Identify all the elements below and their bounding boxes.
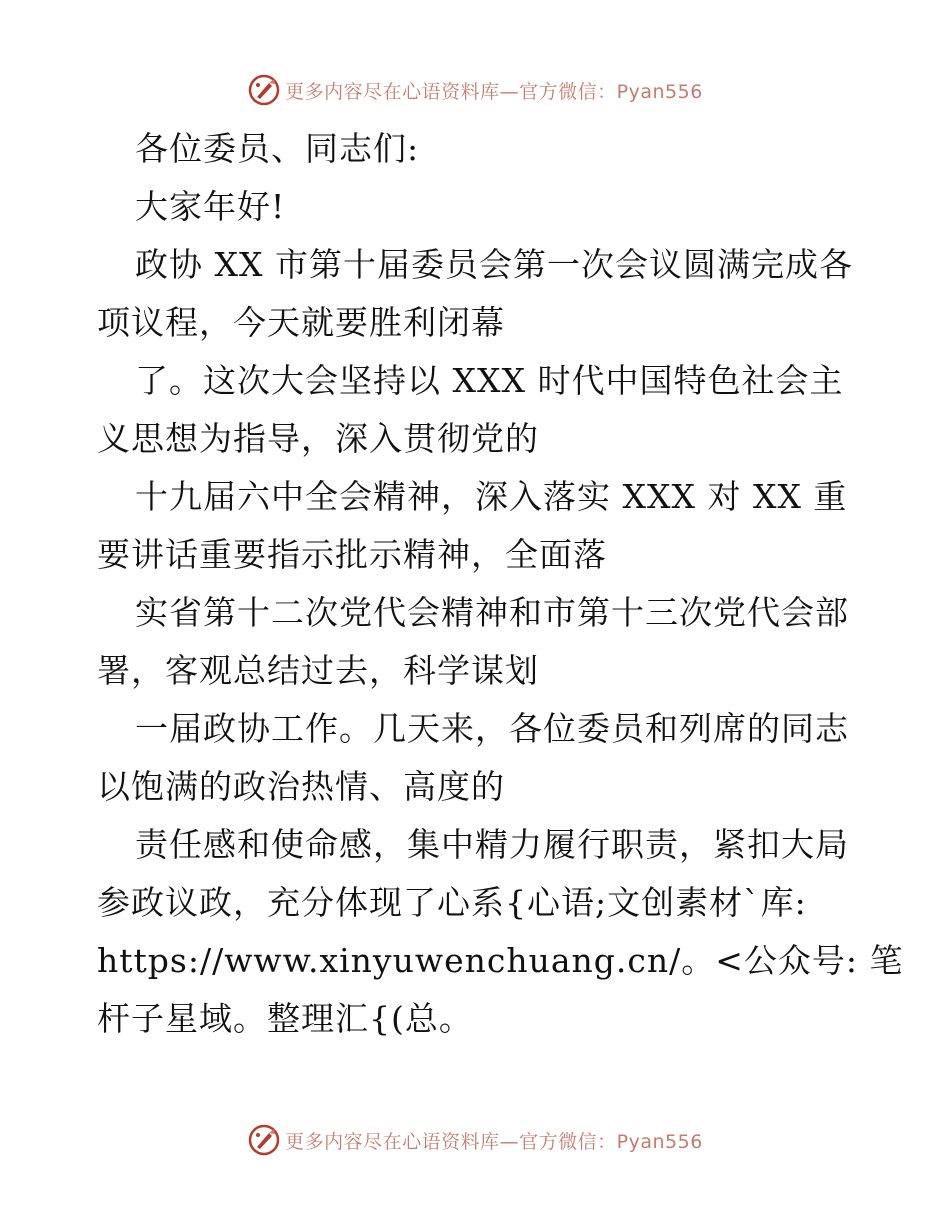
paragraph-line: 政协 XX 市第十届委员会第一次会议圆满完成各 xyxy=(135,245,853,284)
quill-pen-logo-icon xyxy=(247,73,281,107)
paragraph-line: 杆子星域。整理汇{(总。 xyxy=(97,999,473,1038)
header-banner xyxy=(0,70,950,110)
paragraph-line: 十九届六中全会精神，深入落实 XXX 对 XX 重 xyxy=(135,477,848,516)
quill-pen-logo-icon xyxy=(247,1123,281,1157)
paragraph-line: 了。这次大会坚持以 XXX 时代中国特色社会主 xyxy=(135,361,844,400)
paragraph-line: 责任感和使命感，集中精力履行职责，紧扣大局 xyxy=(135,825,849,864)
paragraph-line: https://www.xinyuwenchuang.cn/。<公众号: 笔 xyxy=(97,941,904,980)
footer-banner-text: 更多内容尽在心语资料库—官方微信：Pyan556 xyxy=(285,1130,703,1153)
header-banner-text: 更多内容尽在心语资料库—官方微信：Pyan556 xyxy=(285,80,703,103)
paragraph-line: 实省第十二次党代会精神和市第十三次党代会部 xyxy=(135,593,849,632)
paragraph-line: 义思想为指导，深入贯彻党的 xyxy=(97,419,539,458)
document-body xyxy=(97,120,904,1048)
paragraph-line: 参政议政，充分体现了心系{心语;文创素材`库: xyxy=(97,883,807,922)
paragraph-line: 署，客观总结过去，科学谋划 xyxy=(97,651,539,690)
paragraph-line: 项议程，今天就要胜利闭幕 xyxy=(97,303,505,342)
footer-banner xyxy=(0,1120,950,1160)
paragraph-line: 一届政协工作。几天来，各位委员和列席的同志 xyxy=(135,709,849,748)
greeting-line: 大家年好! xyxy=(135,187,286,226)
salutation-line: 各位委员、同志们: xyxy=(135,129,420,168)
paragraph-line: 以饱满的政治热情、高度的 xyxy=(97,767,505,806)
paragraph-line: 要讲话重要指示批示精神，全面落 xyxy=(97,535,607,574)
